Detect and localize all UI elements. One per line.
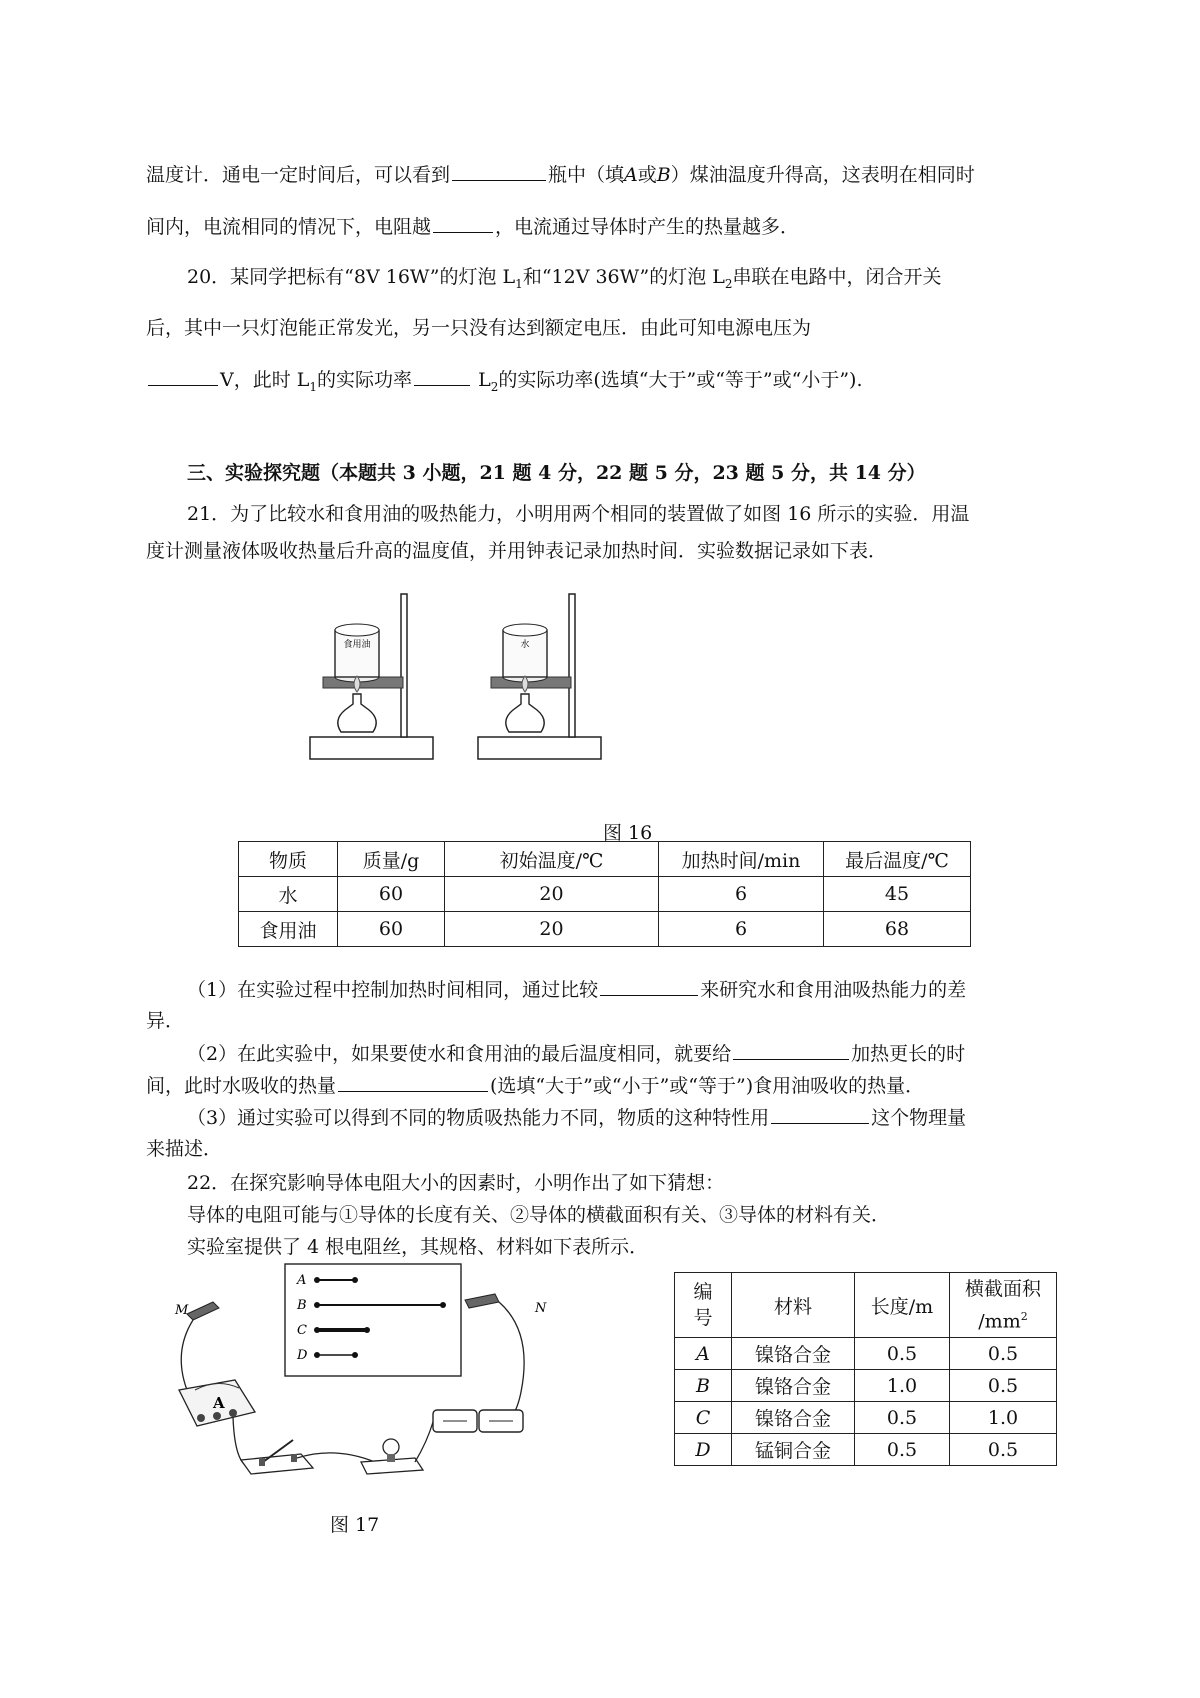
table-cell: 0.5 [950, 1338, 1057, 1370]
bulb-glass [383, 1439, 399, 1455]
base-stand [478, 737, 601, 759]
q20-line2 [146, 316, 811, 340]
battery-pack [433, 1410, 523, 1432]
table-cell: 45 [824, 877, 971, 912]
table-cell: 0.5 [855, 1338, 950, 1370]
header-text: /mm [978, 1310, 1021, 1333]
table-row [239, 877, 971, 912]
q21-text: 异． [146, 1010, 185, 1032]
figure-17 [165, 1262, 605, 1502]
clip-label-n: N [535, 1301, 547, 1316]
answer-blank[interactable] [433, 214, 493, 233]
table-row [675, 1402, 1057, 1434]
lead-wire [297, 1453, 375, 1462]
answer-blank[interactable] [452, 162, 546, 181]
table-cell: 镍铬合金 [732, 1402, 855, 1434]
alcohol-lamp [506, 694, 544, 732]
table-cell: 60 [338, 912, 445, 947]
q19-line1 [146, 162, 975, 187]
wire-label-d: D [297, 1348, 308, 1363]
clip-label-m: M [175, 1303, 189, 1318]
q21-sub2 [187, 1041, 965, 1066]
wire-terminal [352, 1277, 358, 1283]
bulb [361, 1439, 423, 1474]
beaker-rim [335, 624, 379, 636]
ammeter-terminal [229, 1409, 237, 1417]
q21-text: （1）在实验过程中控制加热时间相同，通过比较 [187, 979, 599, 1001]
table-cell: 0.5 [855, 1402, 950, 1434]
q21-text: 21．为了比较水和食用油的吸热能力，小明用两个相同的装置做了如图 16 所示的实验．用温 [187, 503, 970, 525]
table-heat-data [238, 841, 971, 947]
header-cell: 长度/m [855, 1273, 950, 1338]
table-cell: D [675, 1434, 732, 1466]
header-cell: 质量/g [338, 842, 445, 877]
q21-text: 这个物理量 [871, 1107, 967, 1129]
alcohol-lamp [338, 694, 376, 732]
q19-text: ）煤油温度升得高，这表明在相同时 [670, 164, 975, 186]
wire-label-b: B [297, 1298, 307, 1313]
header-text: 编 [693, 1281, 713, 1303]
q20-text: 20．某同学把标有“8V 16W”的灯泡 L [187, 266, 516, 288]
figure-16-caption: 图 16 [603, 822, 653, 844]
q20-text: 和“12V 36W”的灯泡 L [522, 266, 725, 288]
q22-line2 [187, 1203, 890, 1227]
superscript: 2 [1020, 1309, 1028, 1323]
q22-text: 22．在探究影响导体电阻大小的因素时，小明作出了如下猜想： [187, 1172, 725, 1194]
q19-text: A [624, 164, 638, 186]
figure-17-caption: 图 17 [330, 1514, 380, 1536]
answer-blank[interactable] [338, 1073, 488, 1092]
q21-sub1 [187, 977, 966, 1002]
q21-text: 来研究水和食用油吸热能力的差 [700, 979, 967, 1001]
q21-text: 加热更长的时 [851, 1043, 966, 1065]
q19-text: B [656, 164, 671, 186]
lead-wire [181, 1320, 193, 1390]
answer-blank[interactable] [600, 977, 698, 996]
q21-sub3 [187, 1105, 966, 1130]
q21-text: （3）通过实验可以得到不同的物质吸热能力不同，物质的这种特性用 [187, 1107, 770, 1129]
q21-sub1-cont [146, 1009, 184, 1033]
retort-rod [569, 594, 575, 737]
q19-text: 间内，电流相同的情况下，电阻越 [146, 216, 432, 238]
header-cell: 物质 [239, 842, 338, 877]
q21-sub3-cont [146, 1137, 222, 1161]
table-cell: A [675, 1338, 732, 1370]
table-wire-specs [674, 1272, 1057, 1466]
beaker [335, 630, 379, 677]
header-cell: 加热时间/min [659, 842, 824, 877]
q21-line2 [146, 539, 887, 563]
header-cell: 材料 [732, 1273, 855, 1338]
switch-post [259, 1458, 265, 1466]
header-cell-area [950, 1273, 1057, 1338]
subscript: 2 [724, 276, 733, 291]
table-cell: 6 [659, 912, 824, 947]
q20-line1 [187, 265, 942, 296]
subscript: 2 [490, 379, 499, 394]
header-cell: 初始温度/℃ [445, 842, 659, 877]
table-header-row [675, 1273, 1057, 1338]
q20-text: V，此时 L [220, 369, 310, 391]
switch-post [291, 1454, 297, 1462]
q22-text: 导体的电阻可能与①导体的长度有关、②导体的横截面积有关、③导体的材料有关． [187, 1204, 891, 1226]
subscript: 1 [515, 276, 523, 291]
table-cell: 水 [239, 877, 338, 912]
base-stand [310, 737, 433, 759]
answer-blank[interactable] [148, 367, 218, 386]
q20-text: 的实际功率(选填“大于”或“等于”或“小于”). [498, 369, 863, 391]
wire-terminal [314, 1302, 320, 1308]
table-row [239, 912, 971, 947]
q21-line1 [187, 502, 969, 526]
ammeter-label: A [213, 1394, 225, 1412]
header-cell: 最后温度/℃ [824, 842, 971, 877]
q19-line2 [146, 214, 799, 239]
wire-terminal [314, 1327, 320, 1333]
q21-text: 来描述． [146, 1138, 223, 1160]
q19-text: 温度计．通电一定时间后，可以看到 [146, 164, 451, 186]
section-title-text: 三、实验探究题（本题共 3 小题，21 题 4 分，22 题 5 分，23 题 5 分，共 14 分） [187, 462, 926, 484]
wire-terminal [440, 1302, 446, 1308]
table-cell: C [675, 1402, 732, 1434]
table-cell: B [675, 1370, 732, 1402]
q22-text: 实验室提供了 4 根电阻丝，其规格、材料如下表所示． [187, 1236, 649, 1258]
figure-16 [305, 592, 625, 782]
table-cell: 20 [445, 912, 659, 947]
q20-text: L [478, 369, 491, 391]
bulb-socket [387, 1454, 395, 1462]
table-cell: 0.5 [855, 1434, 950, 1466]
beaker [503, 630, 547, 677]
wire-terminal [314, 1277, 320, 1283]
ammeter [179, 1380, 255, 1426]
table-row [675, 1434, 1057, 1466]
q20-line3 [146, 367, 863, 399]
table-cell: 68 [824, 912, 971, 947]
header-cell-number [675, 1273, 732, 1338]
wire-terminal [352, 1352, 358, 1358]
table-cell: 1.0 [855, 1370, 950, 1402]
q21-text: 间，此时水吸收的热量 [146, 1075, 337, 1097]
table-cell: 20 [445, 877, 659, 912]
retort-rod [401, 594, 407, 737]
q20-text: 串联在电路中，闭合开关 [732, 266, 942, 288]
apparatus-water [478, 594, 601, 759]
wire-terminal [364, 1327, 370, 1333]
q21-sub2-cont [146, 1073, 924, 1098]
table-cell: 6 [659, 877, 824, 912]
table-cell: 1.0 [950, 1402, 1057, 1434]
q19-text: ，电流通过导体时产生的热量越多． [495, 216, 800, 238]
label-water: 水 [520, 640, 530, 650]
q22-line3 [187, 1235, 648, 1259]
table-cell: 镍铬合金 [732, 1338, 855, 1370]
table-cell: 0.5 [950, 1434, 1057, 1466]
table-cell: 食用油 [239, 912, 338, 947]
ammeter-terminal [197, 1414, 205, 1422]
table-row [675, 1370, 1057, 1402]
answer-blank[interactable] [733, 1041, 849, 1060]
header-text: 号 [693, 1307, 713, 1329]
lead-wire [499, 1302, 524, 1422]
section-title [187, 461, 926, 485]
clip-n [465, 1294, 499, 1308]
answer-blank[interactable] [414, 367, 470, 386]
q20-text: 后，其中一只灯泡能正常发光，另一只没有达到额定电压．由此可知电源电压为 [146, 317, 812, 339]
q20-text: 的实际功率 [317, 369, 413, 391]
q19-text: 或 [637, 164, 657, 186]
q21-text: （2）在此实验中，如果要使水和食用油的最后温度相同，就要给 [187, 1043, 732, 1065]
lead-wire [415, 1422, 433, 1462]
table-header-row [239, 842, 971, 877]
table-cell: 锰铜合金 [732, 1434, 855, 1466]
header-text: 横截面积 [964, 1277, 1041, 1300]
resistance-wire-board [285, 1264, 461, 1376]
wire-label-c: C [297, 1323, 307, 1338]
answer-blank[interactable] [771, 1105, 869, 1124]
table-row [675, 1338, 1057, 1370]
ammeter-terminal [213, 1412, 221, 1420]
q21-text: 度计测量液体吸收热量后升高的温度值，并用钟表记录加热时间．实验数据记录如下表． [146, 540, 888, 562]
table-cell: 0.5 [950, 1370, 1057, 1402]
q22-line1 [187, 1171, 724, 1195]
table-cell: 60 [338, 877, 445, 912]
apparatus-oil [310, 594, 433, 759]
wire-label-a: A [297, 1273, 307, 1288]
q21-text: (选填“大于”或“小于”或“等于”)食用油吸收的热量． [490, 1075, 925, 1097]
q19-text: 瓶中（填 [548, 164, 625, 186]
beaker-rim [503, 624, 547, 636]
clip-m [187, 1302, 219, 1320]
subscript: 1 [309, 379, 318, 394]
wire-terminal [314, 1352, 320, 1358]
label-oil: 食用油 [343, 640, 371, 650]
table-cell: 镍铬合金 [732, 1370, 855, 1402]
